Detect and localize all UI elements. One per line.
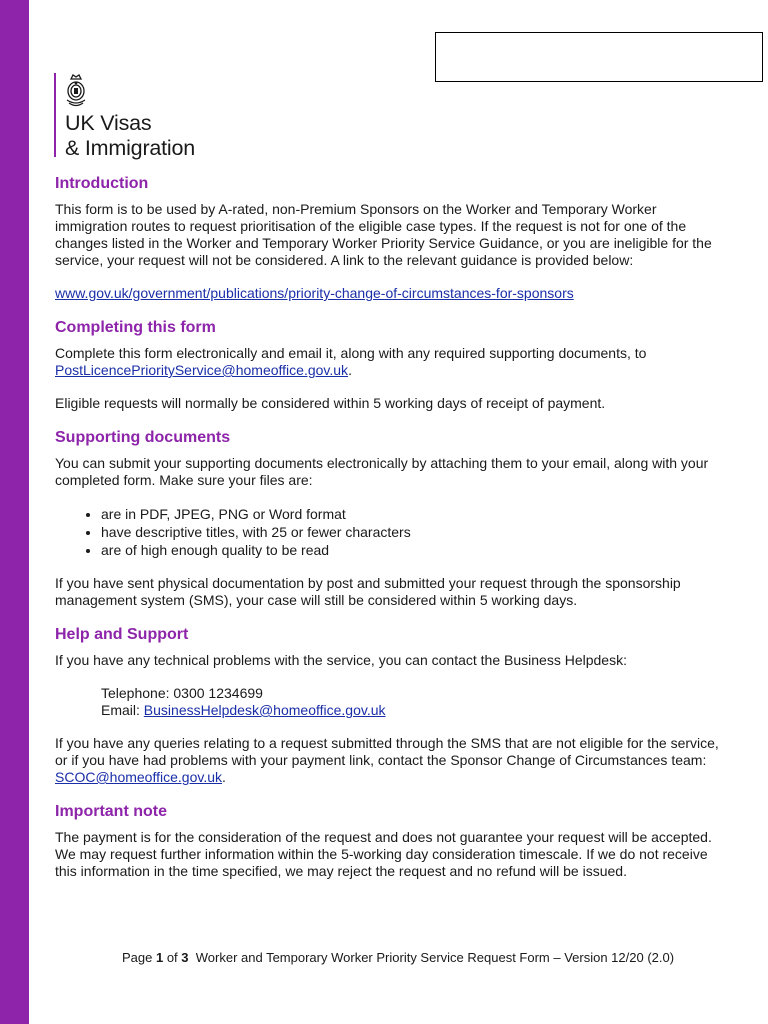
logo-line-2: & Immigration bbox=[65, 136, 196, 160]
logo-text bbox=[65, 111, 195, 161]
helpdesk-email-link[interactable]: BusinessHelpdesk@homeoffice.gov.uk bbox=[143, 702, 386, 718]
list-item: • are in PDF, JPEG, PNG or Word format bbox=[101, 505, 720, 523]
completing-text-body: Complete this form electronically and email it, along with any required supporting documents, to bbox=[55, 345, 647, 361]
introduction-section bbox=[55, 174, 720, 302]
important-text: The payment is for the consideration of the request and does not guarantee your request will be accepted. We may request further information within the 5-working day consideration timescale. If we do not receive this information in the time specified, we may reject the request and no refund will be issued. bbox=[55, 829, 712, 879]
completing-heading: Completing this form bbox=[55, 319, 216, 336]
important-section bbox=[55, 802, 720, 880]
help-section bbox=[55, 625, 720, 786]
telephone-text: Telephone: 0300 1234699 bbox=[101, 685, 263, 701]
supporting-heading: Supporting documents bbox=[55, 429, 231, 446]
main-content bbox=[55, 174, 720, 896]
royal-crest-icon bbox=[63, 73, 89, 109]
footer-page-word: Page bbox=[121, 950, 153, 965]
logo-divider bbox=[54, 73, 56, 157]
completing-section bbox=[55, 318, 720, 412]
reference-box[interactable] bbox=[435, 32, 763, 82]
important-heading: Important note bbox=[55, 803, 167, 820]
list-item: • are of high enough quality to be read bbox=[101, 541, 720, 559]
page-footer bbox=[0, 950, 768, 965]
queries-text-body: If you have any queries relating to a request submitted through the SMS that are not eligible for the service, or if you have had problems with your payment link, contact the Sponsor Change of Circumstances team: bbox=[55, 735, 719, 768]
guidance-link[interactable]: www.gov.uk/government/publications/priority-change-of-circumstances-for-sponsors bbox=[55, 285, 574, 301]
completing-text: Complete this form electronically and email it, along with any required supporting documents, to PostLicencePriorityService@homeoffice.gov.uk. bbox=[55, 345, 647, 378]
priority-service-email-link[interactable]: PostLicencePriorityService@homeoffice.gov.uk bbox=[55, 362, 349, 378]
guidance-link-para bbox=[55, 285, 720, 302]
file-requirements-list bbox=[55, 505, 720, 559]
eligible-requests-text: Eligible requests will normally be considered within 5 working days of receipt of payment. bbox=[55, 395, 606, 411]
help-heading: Help and Support bbox=[55, 626, 189, 643]
introduction-text: This form is to be used by A-rated, non-Premium Sponsors on the Worker and Temporary Worker immigration routes to request prioritisation of the eligible case types. If the request is not for one of the changes listed in the Worker and Temporary Worker Priority Service Guidance, or you are ineligible for the service, your request will not be considered. A link to the relevant guidance is provided below: bbox=[55, 201, 712, 268]
email-label: Email: bbox=[101, 702, 140, 718]
brand-side-bar bbox=[0, 0, 29, 1024]
supporting-text: You can submit your supporting documents electronically by attaching them to your email, along with your completed form. Make sure your files are: bbox=[55, 455, 709, 488]
list-item: • have descriptive titles, with 25 or fewer characters bbox=[101, 523, 720, 541]
help-text: If you have any technical problems with the service, you can contact the Business Helpdesk: bbox=[55, 652, 627, 668]
helpdesk-contact bbox=[55, 685, 720, 719]
footer-of-word: of bbox=[166, 950, 178, 965]
physical-docs-text: If you have sent physical documentation by post and submitted your request through the sponsorship management system (SMS), your case will still be considered within 5 working days. bbox=[55, 575, 681, 608]
queries-text: If you have any queries relating to a request submitted through the SMS that are not eligible for the service, or if you have had problems with your payment link, contact the Sponsor Change of Circumstances team: SCOC@homeoffice.gov.uk. bbox=[55, 735, 719, 785]
introduction-heading: Introduction bbox=[55, 175, 149, 192]
footer-title: Worker and Temporary Worker Priority Service Request Form – Version 12/20 (2.0) bbox=[195, 950, 675, 965]
supporting-section bbox=[55, 428, 720, 609]
scoc-email-link[interactable]: SCOC@homeoffice.gov.uk bbox=[55, 769, 222, 785]
logo-line-1: UK Visas bbox=[65, 111, 152, 135]
footer-page-number: 1 bbox=[155, 950, 164, 965]
footer-page-total: 3 bbox=[181, 950, 189, 965]
